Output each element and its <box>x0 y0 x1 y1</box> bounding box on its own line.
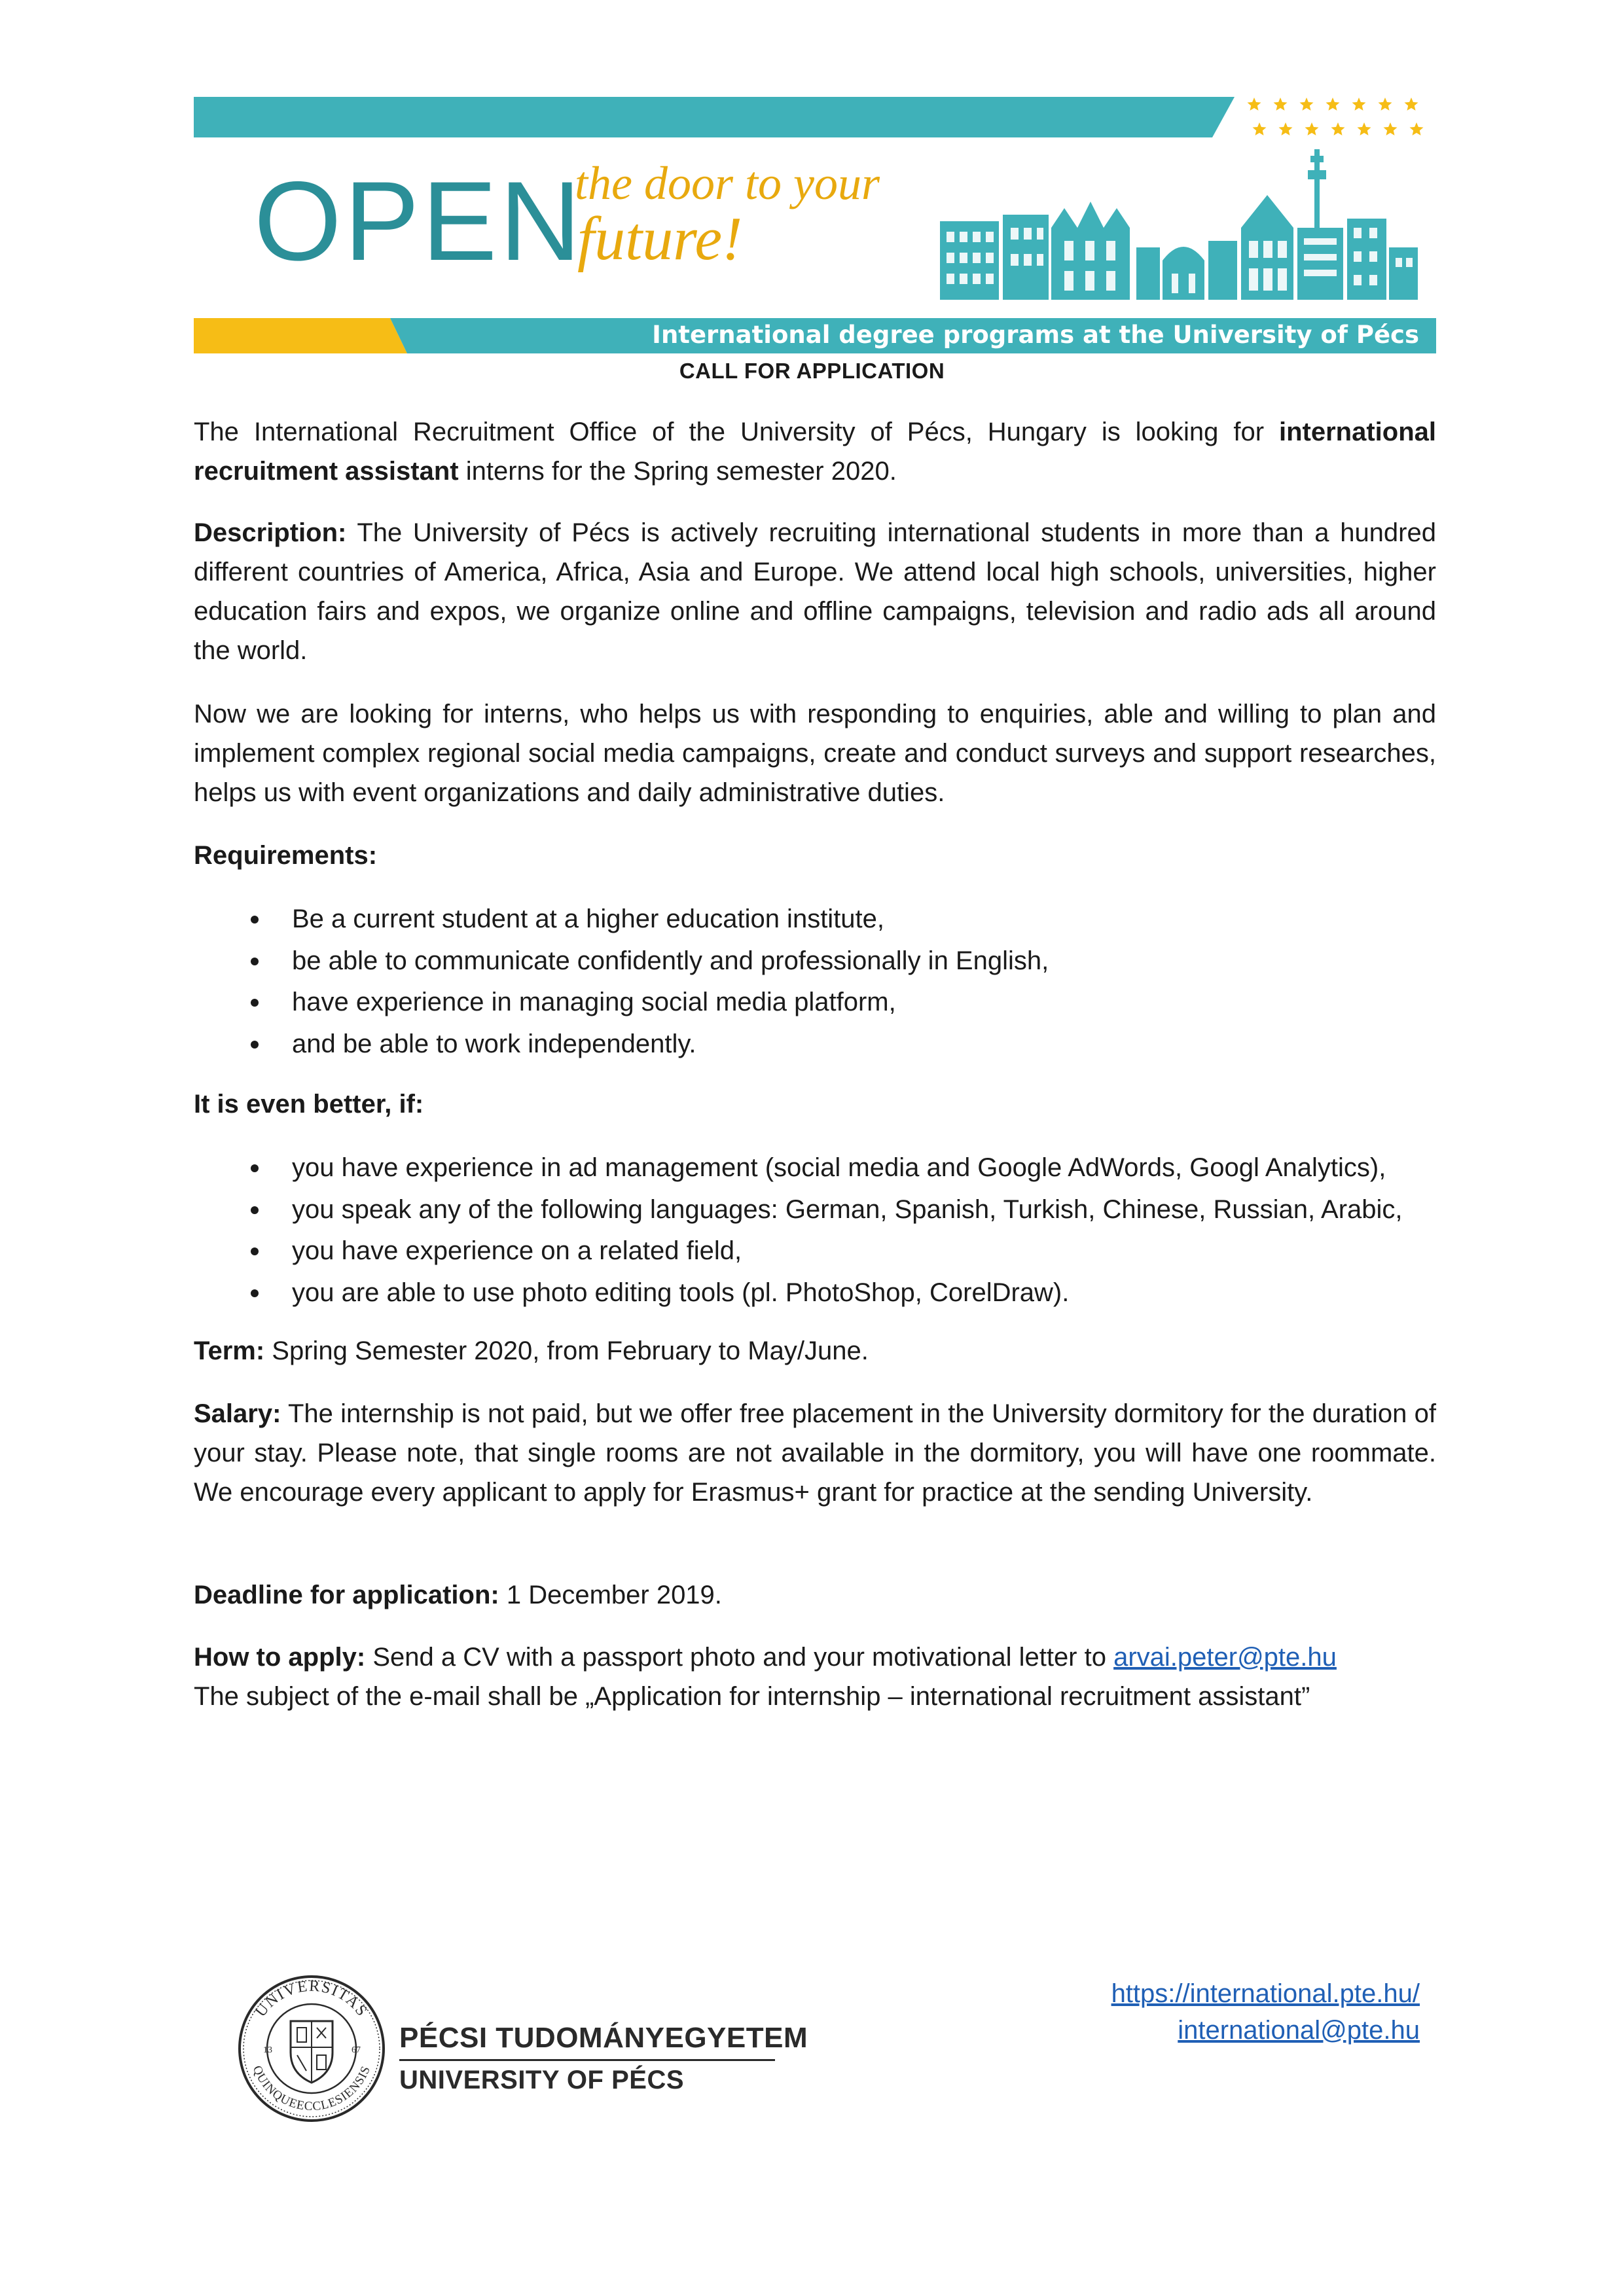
list-item: you have experience on a related field, <box>194 1230 1436 1272</box>
star-icon <box>1410 122 1424 135</box>
footer-links <box>1111 1975 1420 2049</box>
university-seal-logo <box>237 1974 386 2123</box>
star-icon <box>1279 122 1293 135</box>
intro-paragraph <box>194 412 1436 491</box>
requirements-heading: Requirements: <box>194 841 378 870</box>
university-name-hu: PÉCSI TUDOMÁNYEGYETEM <box>399 2022 808 2054</box>
description-text: The University of Pécs is actively recruiting international students in more than a hundred different countries of America, Africa, Asia and Europe. We attend local high schools, universities, higher education fairs and expos, we organize online and offline campaigns, television and radio ads all around the world. <box>194 518 1436 665</box>
top-teal-bar <box>194 97 1235 137</box>
apply-email-link[interactable]: arvai.peter@pte.hu <box>1113 1643 1337 1672</box>
better-list <box>194 1147 1436 1314</box>
city-skyline-icon <box>940 149 1418 300</box>
deadline-label: Deadline for application: <box>194 1581 499 1609</box>
list-item: you have experience in ad management (social media and Google AdWords, Googl Analytics), <box>194 1147 1436 1189</box>
list-item: be able to communicate confidently and professionally in English, <box>194 941 1436 982</box>
list-item: and be able to work independently. <box>194 1024 1436 1066</box>
seal-year-left: 13 <box>263 2045 272 2055</box>
deadline-paragraph <box>194 1575 1436 1615</box>
seal-year-right: 67 <box>352 2045 361 2055</box>
star-icon <box>1253 122 1267 135</box>
banner-strip-text: International degree programs at the University of Pécs <box>652 321 1419 349</box>
apply-label: How to apply: <box>194 1643 366 1672</box>
star-icon <box>1358 122 1371 135</box>
list-item: you are able to use photo editing tools (pl. PhotoShop, CorelDraw). <box>194 1272 1436 1314</box>
tagline-line2: future! <box>577 205 743 273</box>
term-text: Spring Semester 2020, from February to May/June. <box>264 1336 869 1365</box>
looking-paragraph: Now we are looking for interns, who helps us with responding to enquiries, able and willing to plan and implement complex regional social media campaigns, create and conduct surveys and support researches, helps us with event organizations and daily administrative duties. <box>194 700 1436 807</box>
star-icon <box>1331 122 1345 135</box>
star-icon <box>1300 98 1314 111</box>
tagline-line1: the door to your <box>575 157 880 209</box>
intro-text-b: interns for the Spring semester 2020. <box>458 457 897 486</box>
list-item: Be a current student at a higher education institute, <box>194 899 1436 941</box>
deadline-text: 1 December 2019. <box>499 1581 722 1609</box>
intro-bold: international recruitment assistant <box>194 418 1436 486</box>
svg-text:UNIVERSITAS <box>252 1978 370 2020</box>
better-heading: It is even better, if: <box>194 1090 424 1119</box>
star-icon <box>1384 122 1398 135</box>
document-title: CALL FOR APPLICATION <box>679 359 945 383</box>
seal-text-top: UNIVERSITAS <box>252 1977 371 2020</box>
term-paragraph <box>194 1331 1436 1371</box>
open-wordmark: OPEN <box>254 158 584 284</box>
footer-website-link[interactable]: https://international.pte.hu/ <box>1111 1979 1420 2008</box>
star-icon <box>1248 98 1261 111</box>
bottom-yellow-bar <box>194 318 407 353</box>
footer-email-link[interactable]: international@pte.hu <box>1178 2016 1420 2045</box>
university-name-en: UNIVERSITY OF PÉCS <box>399 2066 685 2094</box>
apply-paragraph <box>194 1638 1436 1677</box>
salary-paragraph <box>194 1394 1436 1512</box>
footer-logo-rule <box>399 2059 775 2061</box>
star-icon <box>1326 98 1340 111</box>
seal-text-bottom: QUINQUEECCLESIENSIS <box>249 2064 374 2114</box>
apply-subject-line: The subject of the e-mail shall be „Application for internship – international recruitment assistant” <box>194 1682 1310 1711</box>
term-label: Term: <box>194 1336 265 1365</box>
description-label: Description: <box>194 518 347 547</box>
salary-text: The internship is not paid, but we offer free placement in the University dormitory for the duration of your stay. Please note, that single rooms are not available in the dormitory, you will have one roommate. We encourage every applicant to apply for Erasmus+ grant for practice at the sending University. <box>194 1399 1436 1507</box>
description-paragraph <box>194 513 1436 670</box>
star-icon <box>1274 98 1288 111</box>
salary-label: Salary: <box>194 1399 281 1428</box>
list-item: have experience in managing social media platform, <box>194 982 1436 1024</box>
intro-text-a: The International Recruitment Office of the University of Pécs, Hungary is looking for <box>194 418 1279 446</box>
star-icon <box>1352 98 1366 111</box>
header-banner <box>194 97 1436 356</box>
yellow-stars-icon <box>1248 98 1424 135</box>
star-icon <box>1379 98 1392 111</box>
list-item: you speak any of the following languages: German, Spanish, Turkish, Chinese, Russian, Arabic, <box>194 1189 1436 1231</box>
requirements-list <box>194 899 1436 1065</box>
apply-text: Send a CV with a passport photo and your motivational letter to <box>365 1643 1114 1672</box>
star-icon <box>1405 98 1418 111</box>
star-icon <box>1305 122 1319 135</box>
